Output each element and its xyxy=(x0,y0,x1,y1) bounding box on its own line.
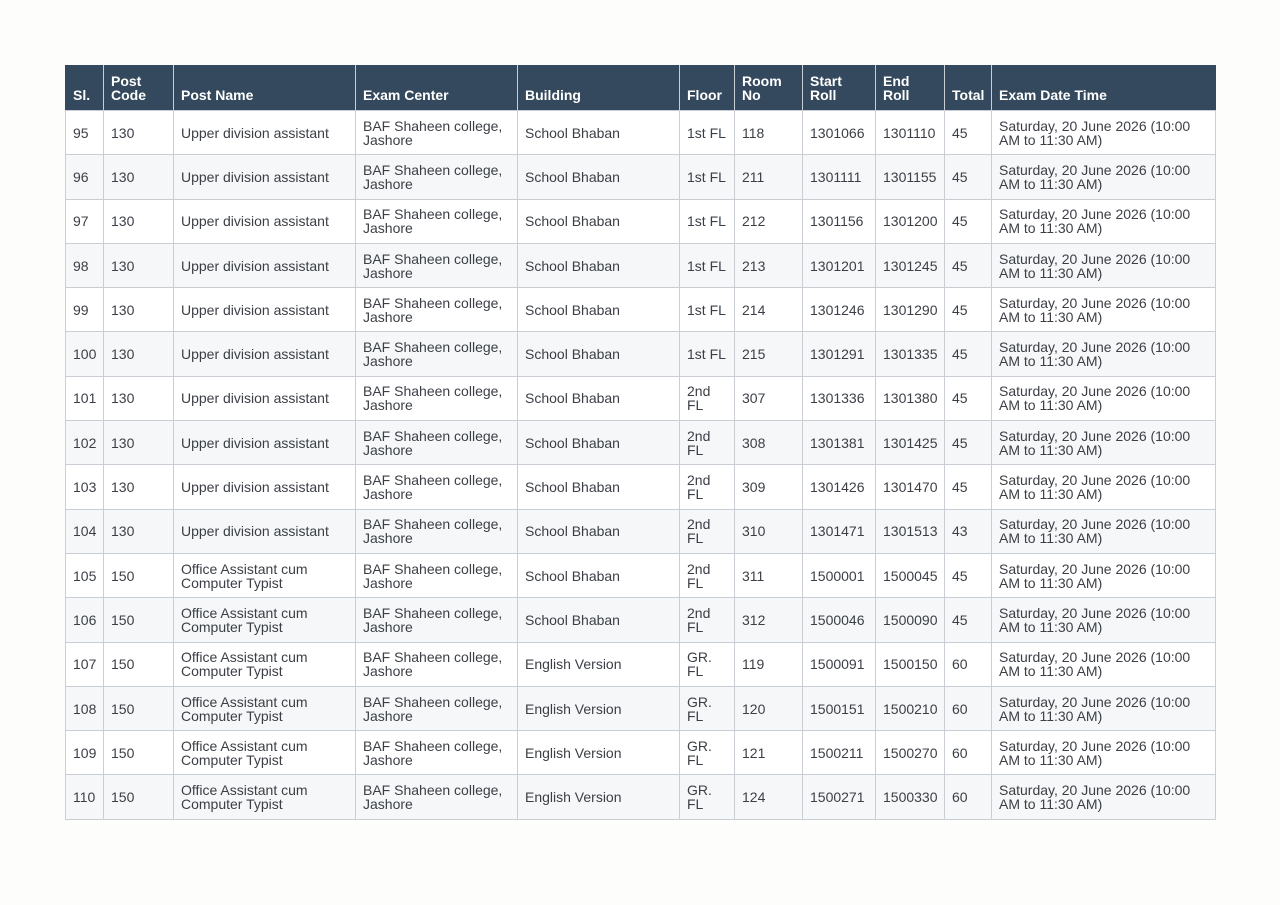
cell-end-roll: 1500150 xyxy=(876,642,945,686)
cell-start-roll: 1500091 xyxy=(803,642,876,686)
cell-post-name: Upper division assistant xyxy=(174,199,356,243)
cell-exam-date-time: Saturday, 20 June 2026 (10:00 AM to 11:30 AM) xyxy=(992,509,1216,553)
cell-start-roll: 1301471 xyxy=(803,509,876,553)
table-body xyxy=(66,111,1216,820)
cell-exam-center: BAF Shaheen college, Jashore xyxy=(356,111,518,155)
cell-total: 45 xyxy=(945,243,992,287)
cell-floor: 2nd FL xyxy=(680,465,735,509)
column-header-sl: Sl. xyxy=(66,66,104,111)
cell-post-code: 130 xyxy=(104,111,174,155)
cell-exam-center: BAF Shaheen college, Jashore xyxy=(356,243,518,287)
cell-end-roll: 1301513 xyxy=(876,509,945,553)
cell-post-code: 130 xyxy=(104,376,174,420)
cell-end-roll: 1301245 xyxy=(876,243,945,287)
cell-post-code: 150 xyxy=(104,731,174,775)
cell-total: 60 xyxy=(945,686,992,730)
cell-sl: 105 xyxy=(66,553,104,597)
cell-end-roll: 1500090 xyxy=(876,598,945,642)
cell-building: School Bhaban xyxy=(518,553,680,597)
cell-floor: 1st FL xyxy=(680,332,735,376)
cell-room-no: 310 xyxy=(735,509,803,553)
cell-start-roll: 1301066 xyxy=(803,111,876,155)
table-row xyxy=(66,642,1216,686)
cell-exam-center: BAF Shaheen college, Jashore xyxy=(356,598,518,642)
table-row xyxy=(66,731,1216,775)
cell-exam-center: BAF Shaheen college, Jashore xyxy=(356,332,518,376)
cell-post-name: Upper division assistant xyxy=(174,111,356,155)
cell-building: School Bhaban xyxy=(518,509,680,553)
cell-exam-date-time: Saturday, 20 June 2026 (10:00 AM to 11:30 AM) xyxy=(992,421,1216,465)
column-header-room-no: Room No xyxy=(735,66,803,111)
column-header-floor: Floor xyxy=(680,66,735,111)
cell-floor: GR. FL xyxy=(680,686,735,730)
cell-exam-date-time: Saturday, 20 June 2026 (10:00 AM to 11:30 AM) xyxy=(992,376,1216,420)
cell-total: 45 xyxy=(945,376,992,420)
cell-exam-date-time: Saturday, 20 June 2026 (10:00 AM to 11:30 AM) xyxy=(992,598,1216,642)
cell-total: 43 xyxy=(945,509,992,553)
table-row xyxy=(66,465,1216,509)
cell-post-name: Upper division assistant xyxy=(174,155,356,199)
table-row xyxy=(66,332,1216,376)
cell-end-roll: 1500330 xyxy=(876,775,945,819)
cell-post-code: 130 xyxy=(104,155,174,199)
cell-end-roll: 1301110 xyxy=(876,111,945,155)
cell-post-code: 150 xyxy=(104,642,174,686)
cell-end-roll: 1301470 xyxy=(876,465,945,509)
table-row xyxy=(66,686,1216,730)
cell-room-no: 312 xyxy=(735,598,803,642)
cell-building: English Version xyxy=(518,775,680,819)
cell-post-code: 130 xyxy=(104,332,174,376)
cell-room-no: 215 xyxy=(735,332,803,376)
cell-room-no: 121 xyxy=(735,731,803,775)
cell-room-no: 214 xyxy=(735,288,803,332)
cell-start-roll: 1500151 xyxy=(803,686,876,730)
cell-post-code: 150 xyxy=(104,686,174,730)
column-header-exam-date-time: Exam Date Time xyxy=(992,66,1216,111)
cell-floor: GR. FL xyxy=(680,642,735,686)
cell-building: School Bhaban xyxy=(518,243,680,287)
cell-sl: 106 xyxy=(66,598,104,642)
cell-start-roll: 1301201 xyxy=(803,243,876,287)
cell-total: 45 xyxy=(945,332,992,376)
cell-end-roll: 1301200 xyxy=(876,199,945,243)
cell-start-roll: 1500001 xyxy=(803,553,876,597)
cell-sl: 97 xyxy=(66,199,104,243)
column-header-building: Building xyxy=(518,66,680,111)
cell-building: English Version xyxy=(518,731,680,775)
cell-building: English Version xyxy=(518,686,680,730)
cell-exam-date-time: Saturday, 20 June 2026 (10:00 AM to 11:30 AM) xyxy=(992,111,1216,155)
cell-post-code: 150 xyxy=(104,553,174,597)
cell-exam-center: BAF Shaheen college, Jashore xyxy=(356,465,518,509)
cell-floor: 2nd FL xyxy=(680,421,735,465)
table-row xyxy=(66,111,1216,155)
table-row xyxy=(66,199,1216,243)
cell-exam-date-time: Saturday, 20 June 2026 (10:00 AM to 11:30 AM) xyxy=(992,642,1216,686)
cell-total: 45 xyxy=(945,553,992,597)
cell-start-roll: 1301336 xyxy=(803,376,876,420)
cell-end-roll: 1500270 xyxy=(876,731,945,775)
cell-sl: 101 xyxy=(66,376,104,420)
cell-exam-center: BAF Shaheen college, Jashore xyxy=(356,376,518,420)
cell-sl: 102 xyxy=(66,421,104,465)
table-row xyxy=(66,243,1216,287)
cell-start-roll: 1301291 xyxy=(803,332,876,376)
cell-total: 60 xyxy=(945,731,992,775)
cell-post-name: Upper division assistant xyxy=(174,376,356,420)
cell-exam-center: BAF Shaheen college, Jashore xyxy=(356,199,518,243)
cell-exam-date-time: Saturday, 20 June 2026 (10:00 AM to 11:30 AM) xyxy=(992,686,1216,730)
cell-exam-date-time: Saturday, 20 June 2026 (10:00 AM to 11:30 AM) xyxy=(992,731,1216,775)
cell-post-code: 130 xyxy=(104,509,174,553)
cell-total: 60 xyxy=(945,775,992,819)
seat-plan-table xyxy=(65,65,1216,820)
cell-post-code: 130 xyxy=(104,199,174,243)
cell-exam-date-time: Saturday, 20 June 2026 (10:00 AM to 11:30 AM) xyxy=(992,332,1216,376)
column-header-end-roll: End Roll xyxy=(876,66,945,111)
cell-total: 60 xyxy=(945,642,992,686)
cell-start-roll: 1500271 xyxy=(803,775,876,819)
cell-end-roll: 1301290 xyxy=(876,288,945,332)
cell-end-roll: 1301335 xyxy=(876,332,945,376)
table-row xyxy=(66,553,1216,597)
table-row xyxy=(66,775,1216,819)
cell-room-no: 124 xyxy=(735,775,803,819)
cell-room-no: 119 xyxy=(735,642,803,686)
cell-exam-center: BAF Shaheen college, Jashore xyxy=(356,642,518,686)
cell-sl: 99 xyxy=(66,288,104,332)
cell-post-name: Office Assistant cum Computer Typist xyxy=(174,731,356,775)
cell-start-roll: 1301156 xyxy=(803,199,876,243)
cell-building: School Bhaban xyxy=(518,421,680,465)
cell-floor: 2nd FL xyxy=(680,553,735,597)
cell-end-roll: 1301380 xyxy=(876,376,945,420)
cell-building: School Bhaban xyxy=(518,376,680,420)
column-header-post-name: Post Name xyxy=(174,66,356,111)
cell-floor: 2nd FL xyxy=(680,509,735,553)
cell-room-no: 212 xyxy=(735,199,803,243)
cell-end-roll: 1500045 xyxy=(876,553,945,597)
cell-post-name: Office Assistant cum Computer Typist xyxy=(174,553,356,597)
cell-sl: 108 xyxy=(66,686,104,730)
cell-sl: 100 xyxy=(66,332,104,376)
cell-exam-date-time: Saturday, 20 June 2026 (10:00 AM to 11:30 AM) xyxy=(992,243,1216,287)
cell-end-roll: 1301155 xyxy=(876,155,945,199)
cell-exam-center: BAF Shaheen college, Jashore xyxy=(356,686,518,730)
cell-exam-center: BAF Shaheen college, Jashore xyxy=(356,155,518,199)
cell-exam-date-time: Saturday, 20 June 2026 (10:00 AM to 11:30 AM) xyxy=(992,775,1216,819)
cell-floor: 2nd FL xyxy=(680,376,735,420)
cell-post-name: Upper division assistant xyxy=(174,509,356,553)
table-row xyxy=(66,376,1216,420)
cell-exam-center: BAF Shaheen college, Jashore xyxy=(356,288,518,332)
cell-exam-center: BAF Shaheen college, Jashore xyxy=(356,553,518,597)
cell-exam-date-time: Saturday, 20 June 2026 (10:00 AM to 11:30 AM) xyxy=(992,199,1216,243)
cell-floor: 1st FL xyxy=(680,111,735,155)
cell-post-code: 130 xyxy=(104,243,174,287)
table-row xyxy=(66,155,1216,199)
cell-start-roll: 1301381 xyxy=(803,421,876,465)
cell-start-roll: 1301246 xyxy=(803,288,876,332)
cell-post-name: Upper division assistant xyxy=(174,288,356,332)
column-header-total: Total xyxy=(945,66,992,111)
cell-floor: 1st FL xyxy=(680,288,735,332)
table-row xyxy=(66,598,1216,642)
cell-exam-date-time: Saturday, 20 June 2026 (10:00 AM to 11:30 AM) xyxy=(992,288,1216,332)
cell-post-name: Office Assistant cum Computer Typist xyxy=(174,775,356,819)
column-header-exam-center: Exam Center xyxy=(356,66,518,111)
cell-exam-center: BAF Shaheen college, Jashore xyxy=(356,421,518,465)
cell-post-code: 130 xyxy=(104,421,174,465)
cell-sl: 104 xyxy=(66,509,104,553)
cell-post-code: 130 xyxy=(104,465,174,509)
column-header-start-roll: Start Roll xyxy=(803,66,876,111)
table-row xyxy=(66,288,1216,332)
cell-total: 45 xyxy=(945,199,992,243)
cell-sl: 98 xyxy=(66,243,104,287)
cell-room-no: 308 xyxy=(735,421,803,465)
cell-post-name: Upper division assistant xyxy=(174,243,356,287)
cell-room-no: 213 xyxy=(735,243,803,287)
cell-room-no: 311 xyxy=(735,553,803,597)
cell-exam-date-time: Saturday, 20 June 2026 (10:00 AM to 11:30 AM) xyxy=(992,155,1216,199)
table-header-row xyxy=(66,66,1216,111)
cell-start-roll: 1301111 xyxy=(803,155,876,199)
cell-post-name: Office Assistant cum Computer Typist xyxy=(174,598,356,642)
cell-start-roll: 1500046 xyxy=(803,598,876,642)
cell-floor: 1st FL xyxy=(680,243,735,287)
cell-total: 45 xyxy=(945,421,992,465)
cell-post-code: 130 xyxy=(104,288,174,332)
cell-sl: 107 xyxy=(66,642,104,686)
cell-building: School Bhaban xyxy=(518,199,680,243)
cell-post-code: 150 xyxy=(104,598,174,642)
cell-building: School Bhaban xyxy=(518,465,680,509)
cell-start-roll: 1301426 xyxy=(803,465,876,509)
cell-building: English Version xyxy=(518,642,680,686)
cell-exam-center: BAF Shaheen college, Jashore xyxy=(356,731,518,775)
cell-post-name: Office Assistant cum Computer Typist xyxy=(174,686,356,730)
cell-total: 45 xyxy=(945,598,992,642)
cell-end-roll: 1301425 xyxy=(876,421,945,465)
cell-floor: GR. FL xyxy=(680,731,735,775)
cell-building: School Bhaban xyxy=(518,332,680,376)
cell-sl: 110 xyxy=(66,775,104,819)
column-header-post-code: Post Code xyxy=(104,66,174,111)
cell-post-code: 150 xyxy=(104,775,174,819)
cell-sl: 109 xyxy=(66,731,104,775)
cell-total: 45 xyxy=(945,111,992,155)
cell-sl: 96 xyxy=(66,155,104,199)
cell-sl: 103 xyxy=(66,465,104,509)
cell-post-name: Upper division assistant xyxy=(174,332,356,376)
cell-room-no: 118 xyxy=(735,111,803,155)
cell-start-roll: 1500211 xyxy=(803,731,876,775)
cell-post-name: Upper division assistant xyxy=(174,465,356,509)
cell-building: School Bhaban xyxy=(518,288,680,332)
cell-room-no: 307 xyxy=(735,376,803,420)
cell-floor: 1st FL xyxy=(680,155,735,199)
cell-room-no: 120 xyxy=(735,686,803,730)
cell-total: 45 xyxy=(945,465,992,509)
table-row xyxy=(66,421,1216,465)
cell-exam-center: BAF Shaheen college, Jashore xyxy=(356,775,518,819)
cell-building: School Bhaban xyxy=(518,111,680,155)
cell-room-no: 309 xyxy=(735,465,803,509)
cell-exam-center: BAF Shaheen college, Jashore xyxy=(356,509,518,553)
table-row xyxy=(66,509,1216,553)
cell-exam-date-time: Saturday, 20 June 2026 (10:00 AM to 11:30 AM) xyxy=(992,465,1216,509)
cell-total: 45 xyxy=(945,288,992,332)
cell-total: 45 xyxy=(945,155,992,199)
cell-floor: 1st FL xyxy=(680,199,735,243)
cell-building: School Bhaban xyxy=(518,155,680,199)
cell-floor: 2nd FL xyxy=(680,598,735,642)
cell-exam-date-time: Saturday, 20 June 2026 (10:00 AM to 11:30 AM) xyxy=(992,553,1216,597)
cell-room-no: 211 xyxy=(735,155,803,199)
cell-post-name: Office Assistant cum Computer Typist xyxy=(174,642,356,686)
cell-end-roll: 1500210 xyxy=(876,686,945,730)
cell-building: School Bhaban xyxy=(518,598,680,642)
cell-floor: GR. FL xyxy=(680,775,735,819)
cell-sl: 95 xyxy=(66,111,104,155)
cell-post-name: Upper division assistant xyxy=(174,421,356,465)
